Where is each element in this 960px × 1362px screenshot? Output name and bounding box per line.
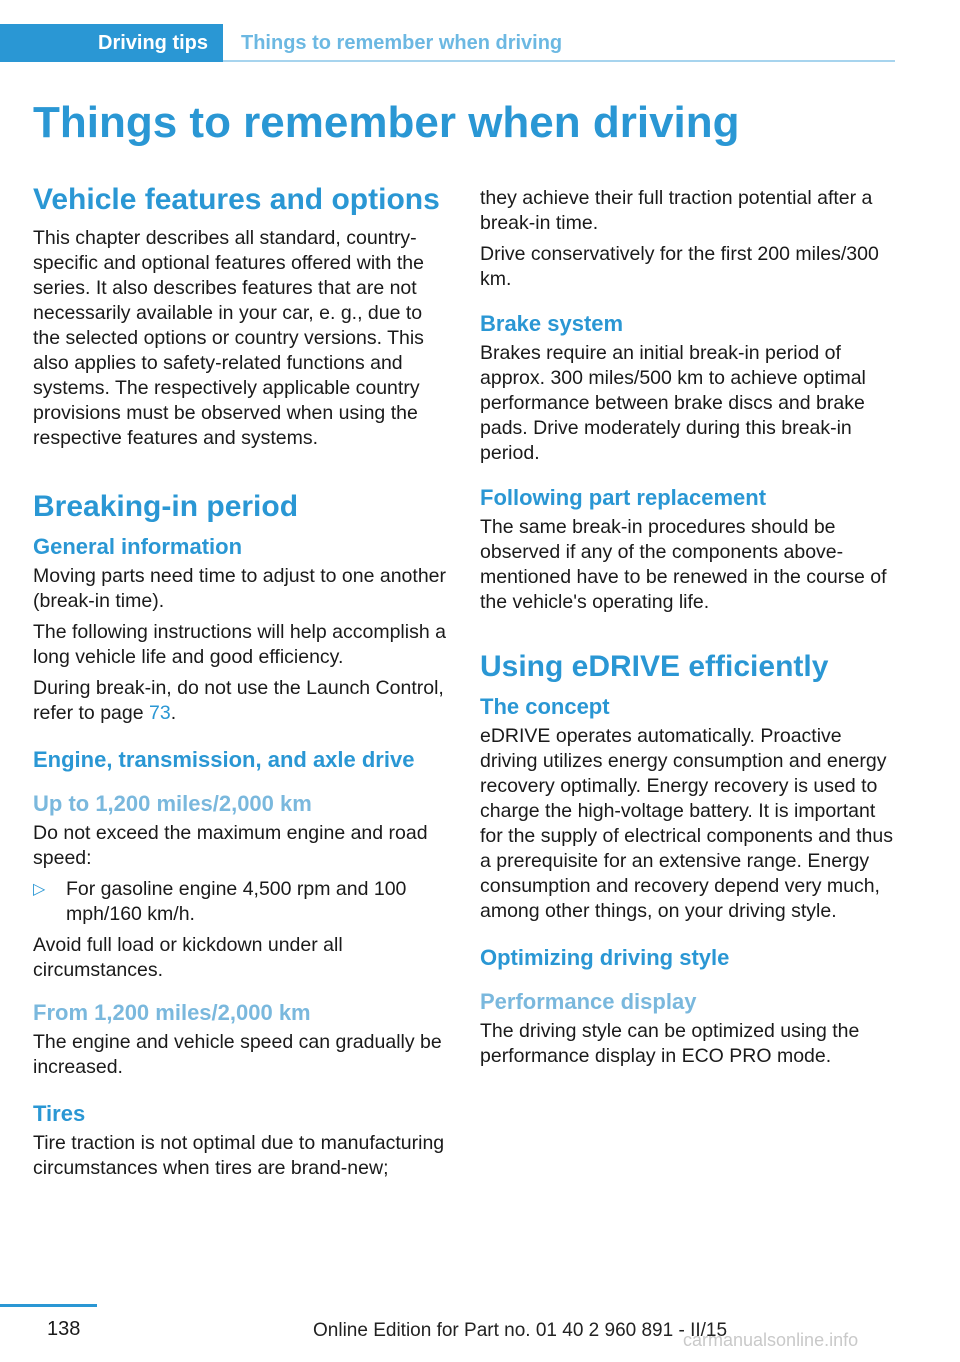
general-p3-suffix: . xyxy=(170,702,177,724)
concept-heading: The concept xyxy=(480,694,610,719)
page-link-73[interactable]: 73 xyxy=(149,702,171,724)
header-rule xyxy=(223,60,895,62)
general-p3 xyxy=(33,676,449,726)
concept-text: eDRIVE operates automatically. Proactive driving utilizes energy consumption and energy recovery optimally. Energy recovery is used to charge the high-voltage battery. It is important for the supply of electrical components and thus a prerequisite for an extensive range. Energy consumption and recovery depend very much, among other things, on your driving style. xyxy=(480,725,893,922)
page-number: 138 xyxy=(47,1318,81,1340)
chapter-tab[interactable]: Driving tips xyxy=(0,24,223,62)
page-title: Things to remember when driving xyxy=(33,98,740,147)
brake-system-heading: Brake system xyxy=(480,311,624,336)
brake-system-text: Brakes require an initial break-in period of approx. 300 miles/500 km to achieve optimal performance between brake discs and brake pads. Drive moderately during this break-in period. xyxy=(480,342,866,464)
general-p3-text: During break-in, do not use the Launch Control, refer to page xyxy=(33,677,444,724)
general-information-heading: General information xyxy=(33,534,243,559)
edition-text: Online Edition for Part no. 01 40 2 960 891 - II/15 xyxy=(313,1320,728,1341)
page-header xyxy=(0,24,895,62)
using-edrive-heading: Using eDRIVE efficiently xyxy=(480,650,829,683)
tires-text: Tire traction is not optimal due to manufacturing circumstances when tires are brand-new; xyxy=(33,1132,445,1179)
optimizing-heading: Optimizing driving style xyxy=(480,945,730,970)
list-item xyxy=(33,877,449,927)
drive-text: Drive conservatively for the first 200 miles/300 km. xyxy=(480,243,879,290)
breaking-in-heading: Breaking-in period xyxy=(33,490,299,523)
tires-continued-text: they achieve their full traction potential after a break-in time. xyxy=(480,187,873,234)
avoid-text: Avoid full load or kickdown under all circumstances. xyxy=(33,934,343,981)
from-heading: From 1,200 miles/2,000 km xyxy=(33,1000,311,1025)
breadcrumb[interactable]: Things to remember when driving xyxy=(241,32,563,54)
following-part-text: The same break-in procedures should be observed if any of the components above-mentioned have to be renewed in the course of the vehicle's operating life. xyxy=(480,516,887,613)
triangle-bullet-icon: ▷ xyxy=(33,881,46,898)
bullet-text: For gasoline engine 4,500 rpm and 100 mph/160 km/h. xyxy=(66,878,407,925)
from-text: The engine and vehicle speed can gradually be increased. xyxy=(33,1031,442,1078)
following-part-heading: Following part replacement xyxy=(480,485,767,510)
engine-heading: Engine, transmission, and axle drive xyxy=(33,747,415,772)
left-column xyxy=(33,182,449,1187)
footer-rule xyxy=(0,1304,97,1307)
tires-heading: Tires xyxy=(33,1101,86,1126)
performance-display-text: The driving style can be optimized using the performance display in ECO PRO mode. xyxy=(480,1020,860,1067)
vehicle-features-heading: Vehicle features and options xyxy=(33,183,440,216)
performance-display-heading: Performance display xyxy=(480,989,697,1014)
watermark: carmanualsonline.info xyxy=(683,1330,859,1350)
vehicle-features-text: This chapter describes all standard, country-specific and optional features offered with the series. It also describes features that are not necessarily available in your car, e. g., due to the selected options or country versions. This also applies to safety-related functions and systems. The respectively applicable country provisions must be observed when using the respective features and systems. xyxy=(33,227,424,449)
up-to-heading: Up to 1,200 miles/2,000 km xyxy=(33,791,312,816)
general-p2: The following instructions will help accomplish a long vehicle life and good efficiency. xyxy=(33,621,446,668)
up-to-text: Do not exceed the maximum engine and road speed: xyxy=(33,822,428,869)
general-p1: Moving parts need time to adjust to one another (break-in time). xyxy=(33,565,447,612)
right-column xyxy=(480,186,896,1075)
